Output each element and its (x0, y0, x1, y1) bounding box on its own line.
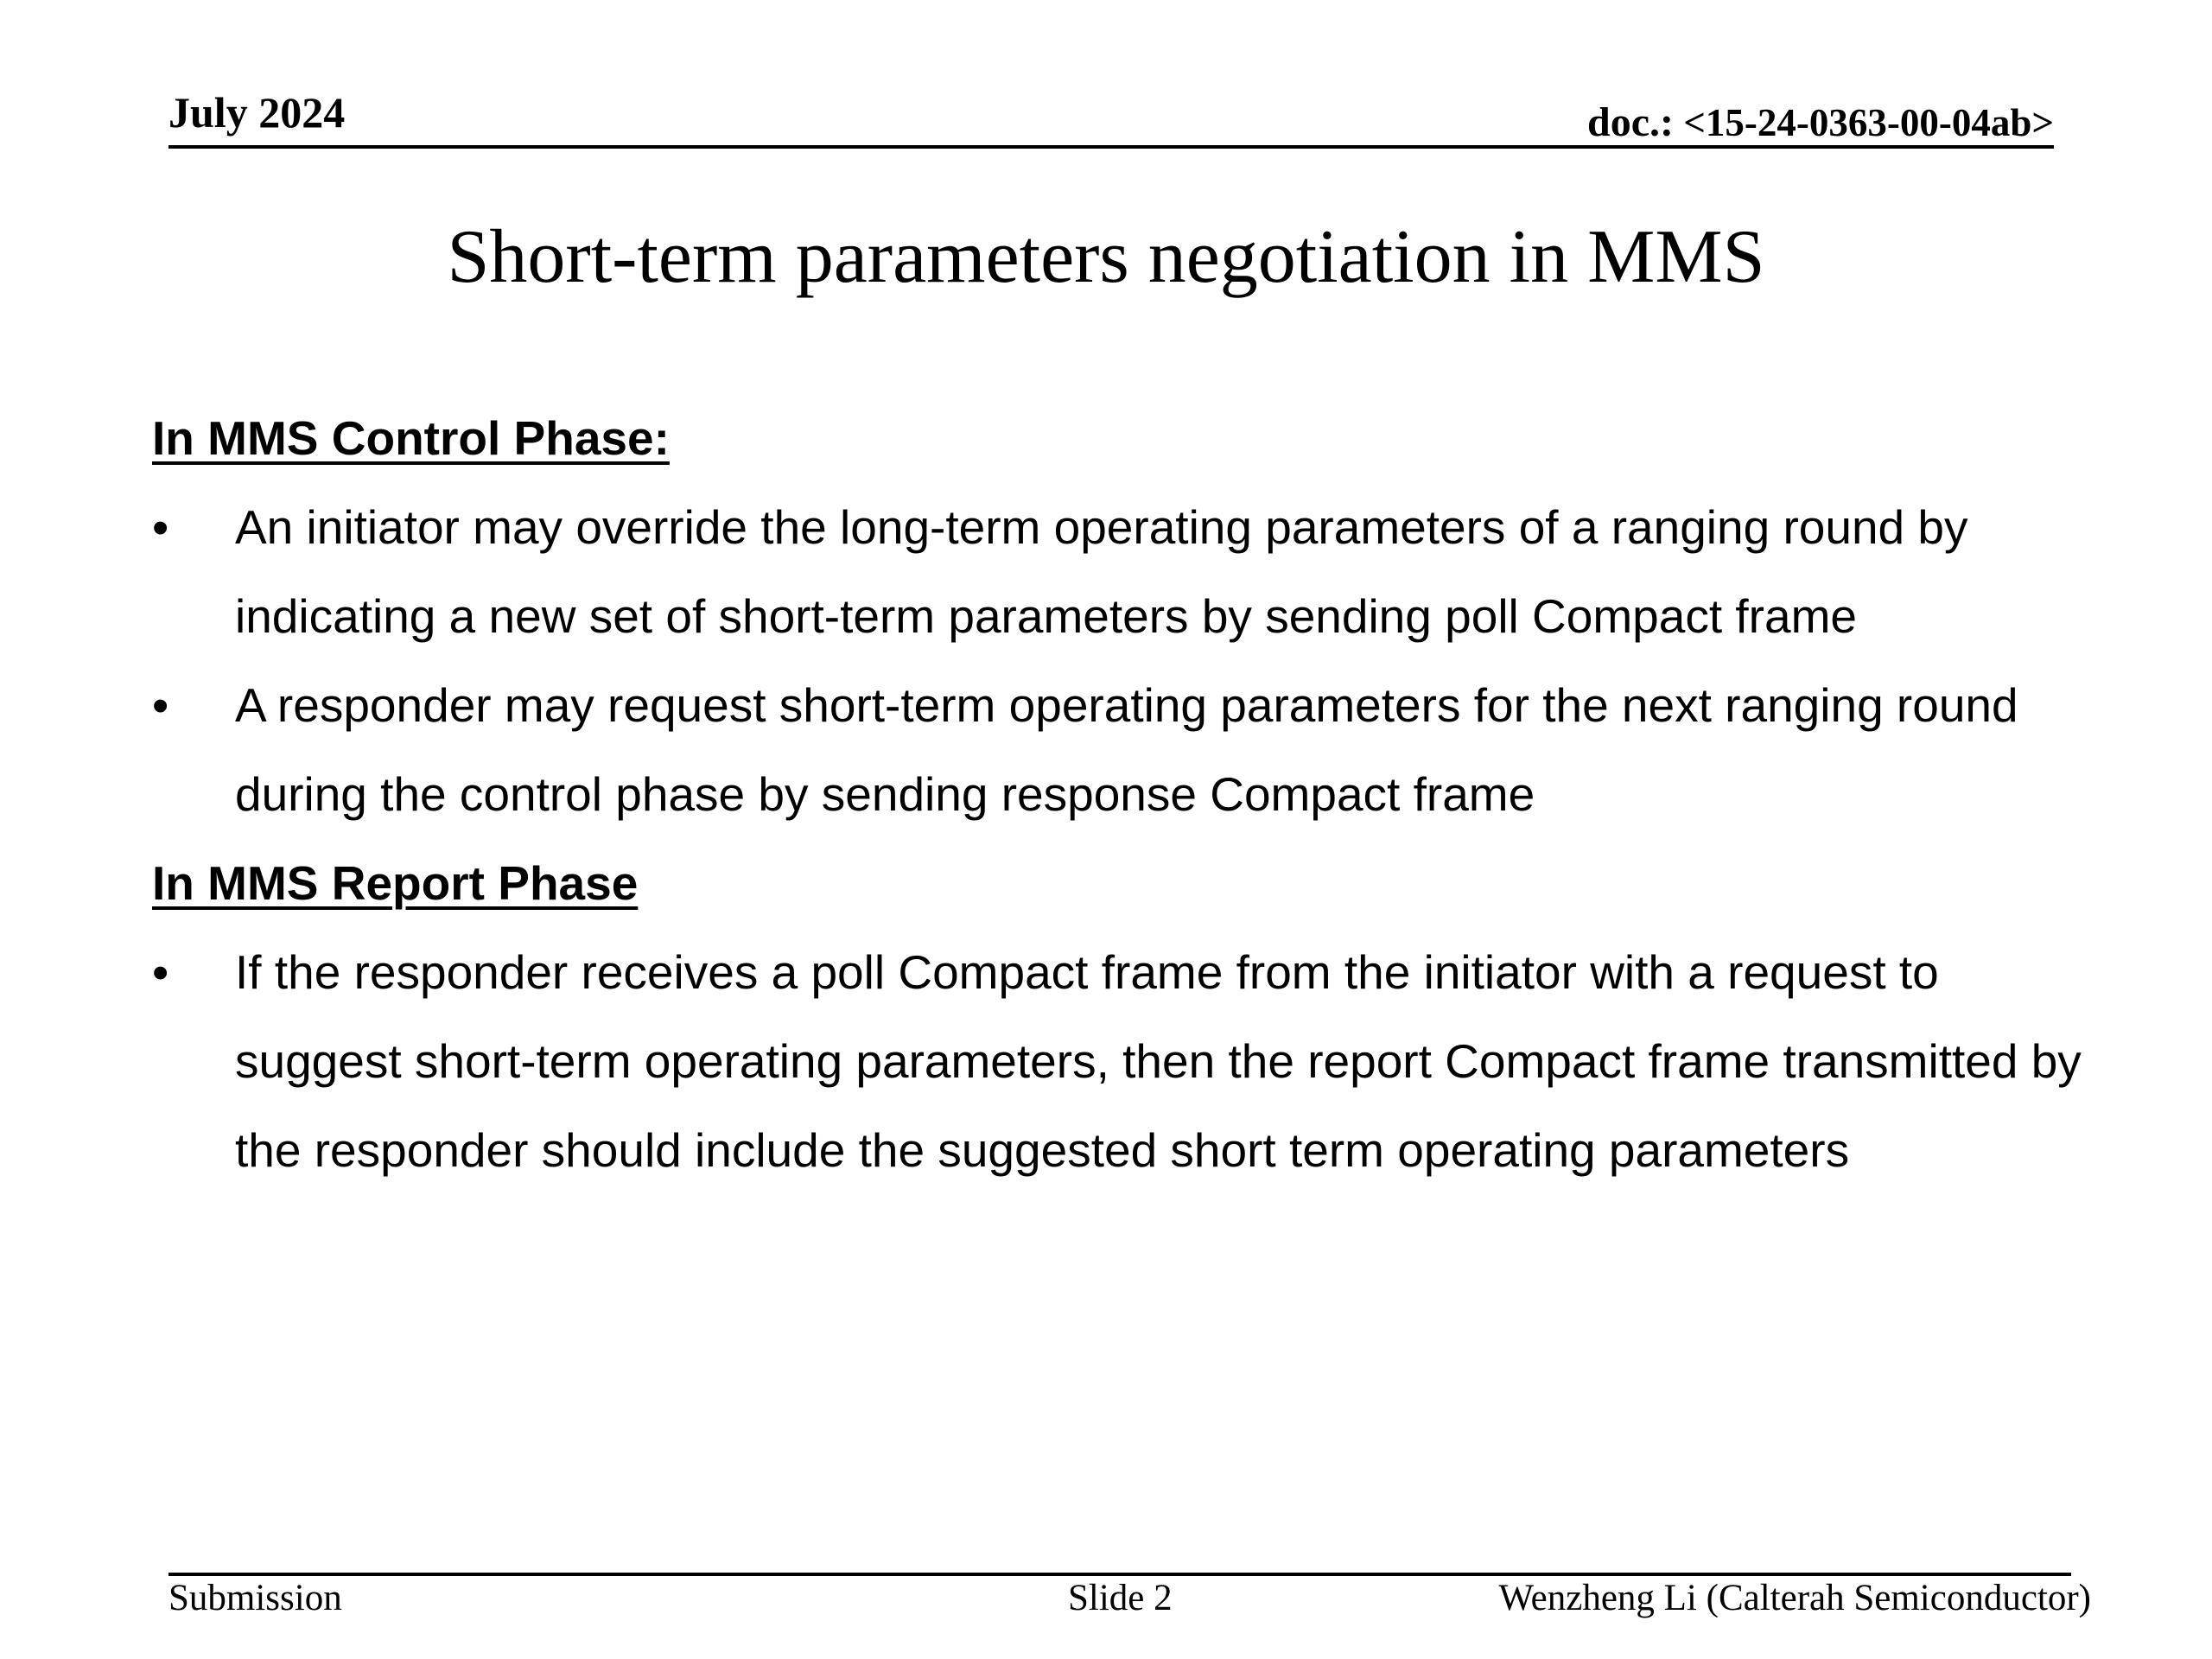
slide-body (152, 394, 2113, 1195)
bullet-text: If the responder receives a poll Compact frame from the initiator with a request to suggest short-term operating parameters, then the report Compact frame transmitted by the responder should include the suggested short term operating parameters (235, 945, 2082, 1177)
doc-prefix: doc.: (1587, 99, 1674, 145)
section-heading-control-phase: In MMS Control Phase: (152, 411, 670, 465)
doc-number: <15-24-0363-00-04ab> (1683, 101, 2054, 144)
bullet-icon: • (152, 678, 169, 732)
header-doc-number (1587, 99, 2054, 145)
bullet-text: An initiator may override the long-term operating parameters of a ranging round by indicating a new set of short-term parameters by sending poll Compact frame (235, 500, 1968, 643)
bullet-item (152, 928, 2113, 1195)
bullet-icon: • (152, 945, 169, 999)
bullet-item (152, 661, 2113, 839)
header-rule (168, 145, 2054, 149)
bullet-item (152, 483, 2113, 661)
footer-submission: Submission (168, 1578, 342, 1618)
header-date: July 2024 (168, 88, 346, 137)
footer-rule (168, 1573, 2071, 1576)
bullet-icon: • (152, 500, 169, 554)
footer-author: Wenzheng Li (Calterah Semiconductor) (1498, 1578, 2091, 1618)
footer-slide-number: Slide 2 (1068, 1578, 1173, 1618)
bullet-text: A responder may request short-term operating parameters for the next ranging round during the control phase by sending response Compact frame (235, 678, 2018, 821)
section-heading-report-phase: In MMS Report Phase (152, 856, 639, 910)
slide-title: Short-term parameters negotiation in MMS (447, 215, 1765, 299)
